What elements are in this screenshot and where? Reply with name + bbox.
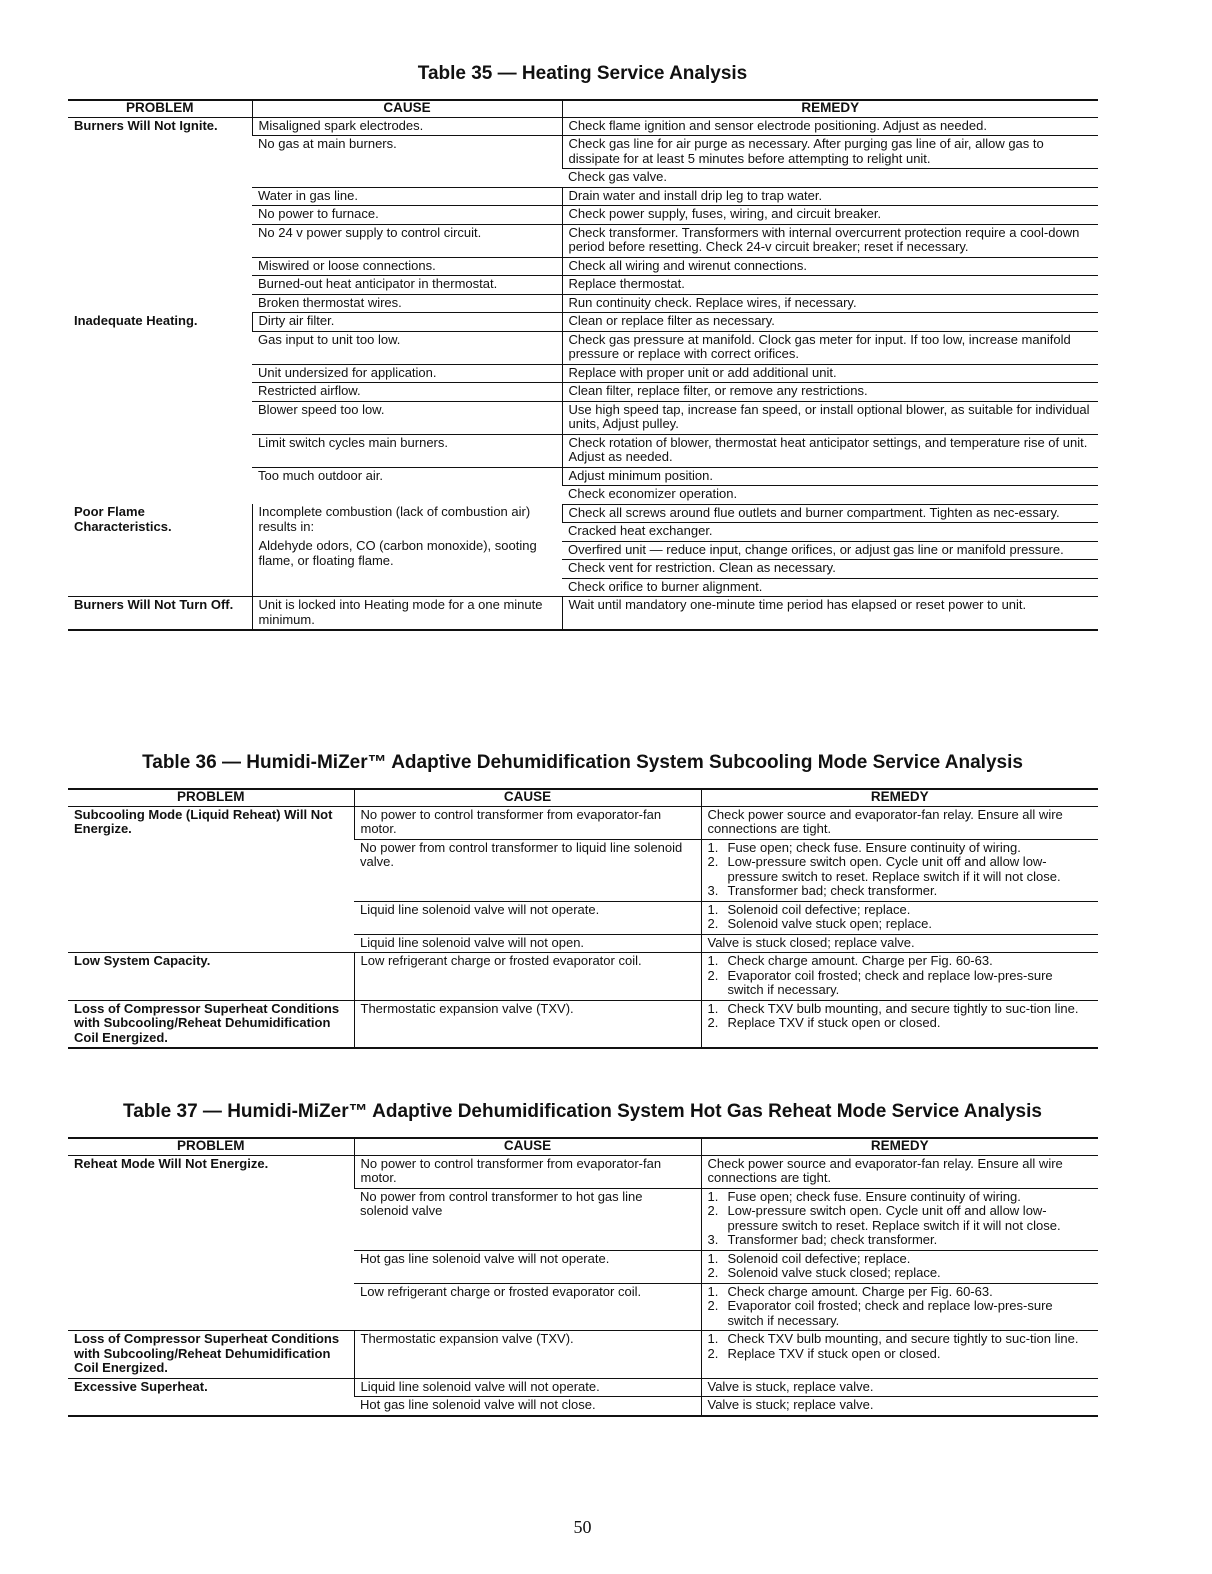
- cause-cell: Thermostatic expansion valve (TXV).: [354, 1000, 701, 1048]
- table-row: [68, 117, 1098, 136]
- header-remedy: REMEDY: [701, 1138, 1098, 1155]
- remedy-step: 1. Fuse open; check fuse. Ensure continuity of wiring.: [707, 1188, 1021, 1204]
- remedy-cell: [701, 1283, 1098, 1331]
- table-header-row: [68, 789, 1098, 806]
- cause-cell: [252, 504, 562, 597]
- table-row: [68, 1155, 1098, 1188]
- remedy-cell: Valve is stuck; replace valve.: [701, 1397, 1098, 1416]
- remedy-cell: Check rotation of blower, thermostat heat anticipator settings, and temperature rise of unit. Adjust as needed.: [562, 434, 1098, 467]
- remedy-cell: Check gas valve.: [562, 169, 1098, 188]
- cause-cell: No power from control transformer to liquid line solenoid valve.: [354, 839, 701, 901]
- problem-cell: Poor Flame Characteristics.: [68, 504, 252, 597]
- table-row: [68, 1000, 1098, 1048]
- remedy-step: 2. Solenoid valve stuck closed; replace.: [707, 1265, 941, 1280]
- problem-cell: Subcooling Mode (Liquid Reheat) Will Not Energize.: [68, 806, 354, 953]
- remedy-step: 2. Replace TXV if stuck open or closed.: [707, 1015, 941, 1030]
- header-cause: CAUSE: [354, 789, 701, 806]
- cause-cell: Misaligned spark electrodes.: [252, 117, 562, 136]
- remedy-cell: Cracked heat exchanger.: [562, 523, 1098, 542]
- problem-cell: Loss of Compressor Superheat Conditions with Subcooling/Reheat Dehumidification Coil Energized.: [68, 1000, 354, 1048]
- remedy-step: 1. Check charge amount. Charge per Fig. 60-63.: [707, 953, 993, 968]
- remedy-cell: [701, 1331, 1098, 1379]
- remedy-cell: Check power source and evaporator-fan relay. Ensure all wire connections are tight.: [701, 1155, 1098, 1188]
- table-35-title: Table 35 — Heating Service Analysis: [417, 63, 748, 84]
- remedy-cell: Clean or replace filter as necessary.: [562, 313, 1098, 332]
- remedy-cell: [701, 1000, 1098, 1048]
- table-row: [68, 806, 1098, 839]
- header-remedy: REMEDY: [562, 100, 1098, 117]
- remedy-cell: Valve is stuck, replace valve.: [701, 1378, 1098, 1397]
- cause-cell: Water in gas line.: [252, 187, 562, 206]
- cause-cell: Too much outdoor air.: [258, 467, 384, 483]
- remedy-cell: Drain water and install drip leg to trap water.: [562, 187, 1098, 206]
- cause-cell: Blower speed too low.: [252, 401, 562, 434]
- problem-cell: Loss of Compressor Superheat Conditions with Subcooling/Reheat Dehumidification Coil Energized.: [68, 1331, 354, 1379]
- cause-cell: Broken thermostat wires.: [252, 294, 562, 313]
- table-row: [68, 313, 1098, 332]
- cause-cell: Burned-out heat anticipator in thermostat.: [252, 276, 562, 295]
- page-number: 50: [573, 1517, 592, 1537]
- problem-cell: Inadequate Heating.: [74, 312, 198, 328]
- remedy-cell: Check orifice to burner alignment.: [562, 578, 1098, 597]
- cause-cell: Gas input to unit too low.: [252, 331, 562, 364]
- problem-cell: Low System Capacity.: [68, 953, 354, 1001]
- cause-cell: Liquid line solenoid valve will not operate.: [354, 901, 701, 934]
- table-36: [68, 788, 1098, 1049]
- problem-cell: Burners Will Not Ignite.: [74, 117, 218, 133]
- cause-cell: Liquid line solenoid valve will not open.: [354, 934, 701, 953]
- problem-cell: Excessive Superheat.: [68, 1378, 354, 1416]
- remedy-cell: Check power supply, fuses, wiring, and circuit breaker.: [562, 206, 1098, 225]
- cause-cell: Low refrigerant charge or frosted evaporator coil.: [354, 953, 701, 1001]
- remedy-cell: Replace thermostat.: [562, 276, 1098, 295]
- cause-cell: Restricted airflow.: [252, 383, 562, 402]
- remedy-cell: Use high speed tap, increase fan speed, or install optional blower, as suitable for individual units, Adjust pulley.: [562, 401, 1098, 434]
- remedy-cell: Run continuity check. Replace wires, if necessary.: [562, 294, 1098, 313]
- table-35: [68, 99, 1098, 631]
- remedy-step: 2. Solenoid valve stuck open; replace.: [707, 916, 933, 931]
- remedy-step: 3. Transformer bad; check transformer.: [707, 883, 938, 898]
- remedy-cell: Check economizer operation.: [562, 486, 1098, 505]
- remedy-cell: Check power source and evaporator-fan relay. Ensure all wire connections are tight.: [701, 806, 1098, 839]
- remedy-cell: Check transformer. Transformers with internal overcurrent protection require a cool-down period before resetting. Check 24-v circuit breaker; reset if necessary.: [562, 224, 1098, 257]
- cause-text: Incomplete combustion (lack of combustion air) results in:: [258, 504, 531, 534]
- remedy-cell: [701, 1188, 1098, 1250]
- remedy-cell: Check gas pressure at manifold. Clock gas meter for input. If too low, increase manifold pressure or replace with correct orifices.: [562, 331, 1098, 364]
- remedy-step: 2. Replace TXV if stuck open or closed.: [707, 1345, 941, 1361]
- cause-cell: Hot gas line solenoid valve will not close.: [354, 1397, 701, 1416]
- table-header-row: [68, 1138, 1098, 1155]
- remedy-step: 1. Check TXV bulb mounting, and secure tightly to suc-tion line.: [707, 1331, 1079, 1346]
- cause-cell: Limit switch cycles main burners.: [252, 434, 562, 467]
- remedy-cell: Clean filter, replace filter, or remove any restrictions.: [562, 383, 1098, 402]
- cause-cell: No power to control transformer from evaporator-fan motor.: [354, 806, 701, 839]
- cause-cell: No power to furnace.: [252, 206, 562, 225]
- header-remedy: REMEDY: [701, 789, 1098, 806]
- cause-cell: Miswired or loose connections.: [252, 257, 562, 276]
- cause-cell: Dirty air filter.: [252, 313, 562, 332]
- cause-cell: No power from control transformer to hot gas line solenoid valve: [354, 1188, 701, 1250]
- cause-cell: No gas at main burners.: [252, 136, 562, 188]
- header-problem: PROBLEM: [68, 789, 354, 806]
- remedy-cell: Check all wiring and wirenut connections.: [562, 257, 1098, 276]
- remedy-step: 2. Low-pressure switch open. Cycle unit off and allow low-pressure switch to reset. Replace switch if it will not close.: [707, 854, 1061, 884]
- table-row: [68, 953, 1098, 1001]
- remedy-cell: Check gas line for air purge as necessary. After purging gas line of air, allow gas to dissipate for at least 5 minutes before attempting to relight unit.: [562, 136, 1098, 169]
- cause-cell: Hot gas line solenoid valve will not operate.: [354, 1250, 701, 1283]
- header-cause: CAUSE: [252, 100, 562, 117]
- table-37: [68, 1137, 1098, 1417]
- cause-cell: Unit undersized for application.: [252, 364, 562, 383]
- remedy-cell: Adjust minimum position.: [562, 467, 1098, 486]
- table-header-row: [68, 100, 1098, 117]
- header-problem: PROBLEM: [68, 100, 252, 117]
- remedy-cell: Check vent for restriction. Clean as necessary.: [562, 560, 1098, 579]
- remedy-cell: Valve is stuck closed; replace valve.: [701, 934, 1098, 953]
- remedy-step: 1. Fuse open; check fuse. Ensure continuity of wiring.: [707, 839, 1021, 855]
- remedy-step: 1. Check charge amount. Charge per Fig. 60-63.: [707, 1283, 993, 1299]
- remedy-cell: [701, 839, 1098, 901]
- cause-cell: Thermostatic expansion valve (TXV).: [354, 1331, 701, 1379]
- remedy-step: 2. Evaporator coil frosted; check and replace low-pres-sure switch if necessary.: [707, 1298, 1053, 1328]
- remedy-cell: Overfired unit — reduce input, change orifices, or adjust gas line or manifold pressure.: [562, 541, 1098, 560]
- remedy-step: 1. Solenoid coil defective; replace.: [707, 1250, 911, 1266]
- cause-cell: Liquid line solenoid valve will not operate.: [354, 1378, 701, 1397]
- table-row: [68, 597, 1098, 631]
- remedy-cell: Wait until mandatory one-minute time period has elapsed or reset power to unit.: [562, 597, 1098, 631]
- remedy-step: 1. Solenoid coil defective; replace.: [707, 901, 911, 917]
- remedy-step: 2. Low-pressure switch open. Cycle unit off and allow low-pressure switch to reset. Replace switch if it will not close.: [707, 1203, 1061, 1233]
- cause-cell: No power to control transformer from evaporator-fan motor.: [354, 1155, 701, 1188]
- header-problem: PROBLEM: [68, 1138, 354, 1155]
- remedy-step: 2. Evaporator coil frosted; check and replace low-pres-sure switch if necessary.: [707, 967, 1053, 997]
- cause-text: Aldehyde odors, CO (carbon monoxide), sooting flame, or floating flame.: [258, 538, 537, 568]
- remedy-cell: [701, 1250, 1098, 1283]
- table-row: [68, 504, 1098, 523]
- cause-cell: Unit is locked into Heating mode for a one minute minimum.: [252, 597, 562, 631]
- problem-cell: Burners Will Not Turn Off.: [68, 597, 252, 631]
- remedy-cell: Replace with proper unit or add additional unit.: [562, 364, 1098, 383]
- remedy-cell: Check flame ignition and sensor electrode positioning. Adjust as needed.: [562, 117, 1098, 136]
- cause-cell: Low refrigerant charge or frosted evaporator coil.: [354, 1283, 701, 1331]
- table-row: [68, 1378, 1098, 1397]
- header-cause: CAUSE: [354, 1138, 701, 1155]
- table-row: [68, 1331, 1098, 1379]
- remedy-cell: [701, 953, 1098, 1001]
- problem-cell: Reheat Mode Will Not Energize.: [68, 1155, 354, 1331]
- cause-cell: No 24 v power supply to control circuit.: [252, 224, 562, 257]
- remedy-step: 3. Transformer bad; check transformer.: [707, 1232, 938, 1247]
- remedy-cell: Check all screws around flue outlets and burner compartment. Tighten as nec-essary.: [562, 504, 1098, 523]
- table-37-title: Table 37 — Humidi-MiZer™ Adaptive Dehumidification System Hot Gas Reheat Mode Service Analysis: [123, 1101, 1042, 1122]
- remedy-step: 1. Check TXV bulb mounting, and secure tightly to suc-tion line.: [707, 1000, 1079, 1016]
- table-36-title: Table 36 — Humidi-MiZer™ Adaptive Dehumidification System Subcooling Mode Service Analysis: [142, 752, 1023, 773]
- remedy-cell: [701, 901, 1098, 934]
